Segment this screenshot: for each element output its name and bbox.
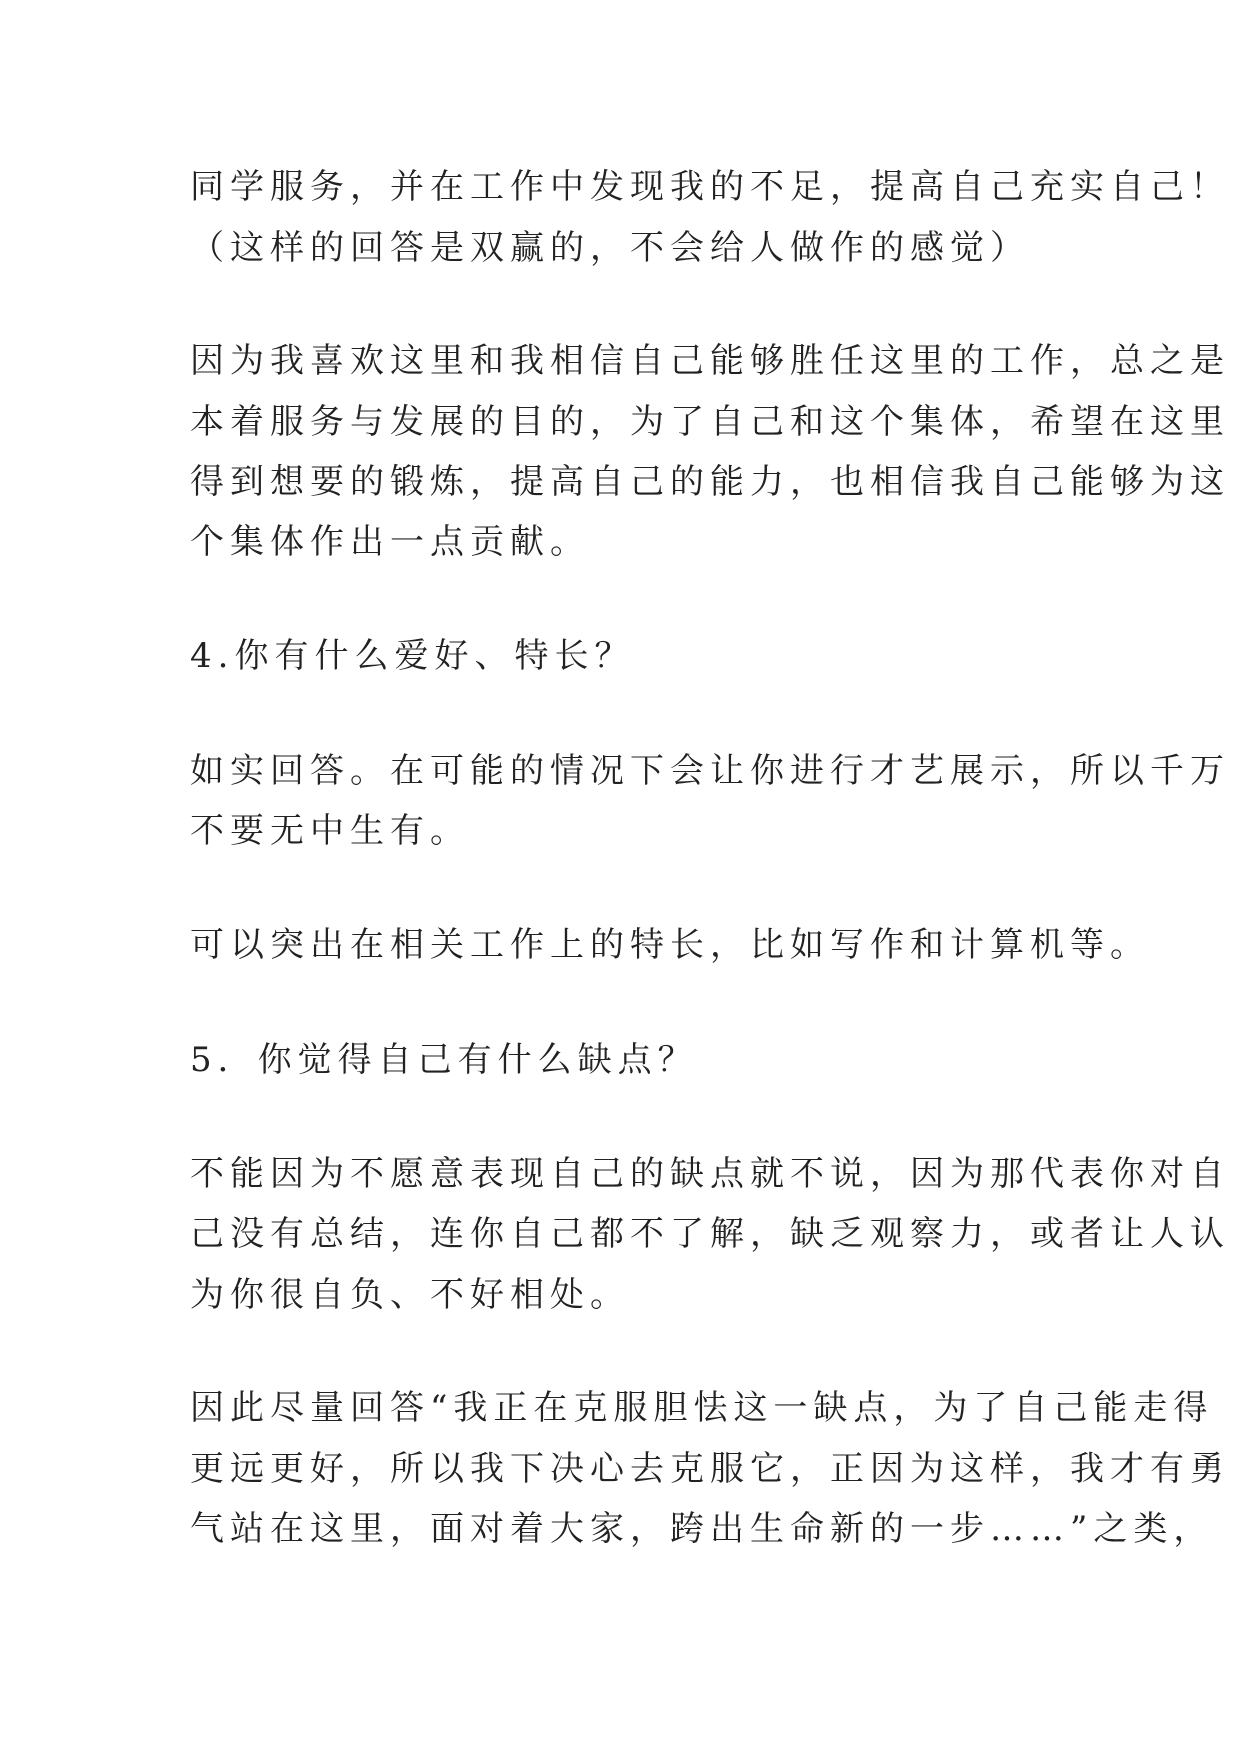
text-line: 不要无中生有。: [190, 811, 470, 851]
text-line: 同学服务，并在工作中发现我的不足，提高自己充实自己！: [190, 167, 1230, 207]
text-line: 本着服务与发展的目的，为了自己和这个集体，希望在这里: [190, 402, 1230, 442]
text-line: 如实回答。在可能的情况下会让你进行才艺展示，所以千万: [190, 751, 1230, 791]
text-line: 不能因为不愿意表现自己的缺点就不说，因为那代表你对自: [190, 1154, 1230, 1194]
text-line: 更远更好，所以我下决心去克服它，正因为这样，我才有勇: [190, 1449, 1230, 1489]
text-line: 因为我喜欢这里和我相信自己能够胜任这里的工作，总之是: [190, 341, 1230, 381]
text-line: （这样的回答是双赢的，不会给人做作的感觉）: [190, 228, 1030, 268]
text-line: 个集体作出一点贡献。: [190, 522, 590, 562]
text-line: 为你很自负、不好相处。: [190, 1275, 630, 1315]
question-heading: 4.你有什么爱好、特长？: [190, 636, 635, 676]
text-line: 可以突出在相关工作上的特长，比如写作和计算机等。: [190, 925, 1150, 965]
text-line: 得到想要的锻炼，提高自己的能力，也相信我自己能够为这: [190, 462, 1230, 502]
text-line: 气站在这里，面对着大家，跨出生命新的一步……”之类，: [190, 1509, 1214, 1549]
text-line: 因此尽量回答“我正在克服胆怯这一缺点，为了自己能走得: [190, 1388, 1214, 1428]
text-line: 己没有总结，连你自己都不了解，缺乏观察力，或者让人认: [190, 1214, 1230, 1254]
question-heading: 5．你觉得自己有什么缺点？: [190, 1040, 698, 1080]
